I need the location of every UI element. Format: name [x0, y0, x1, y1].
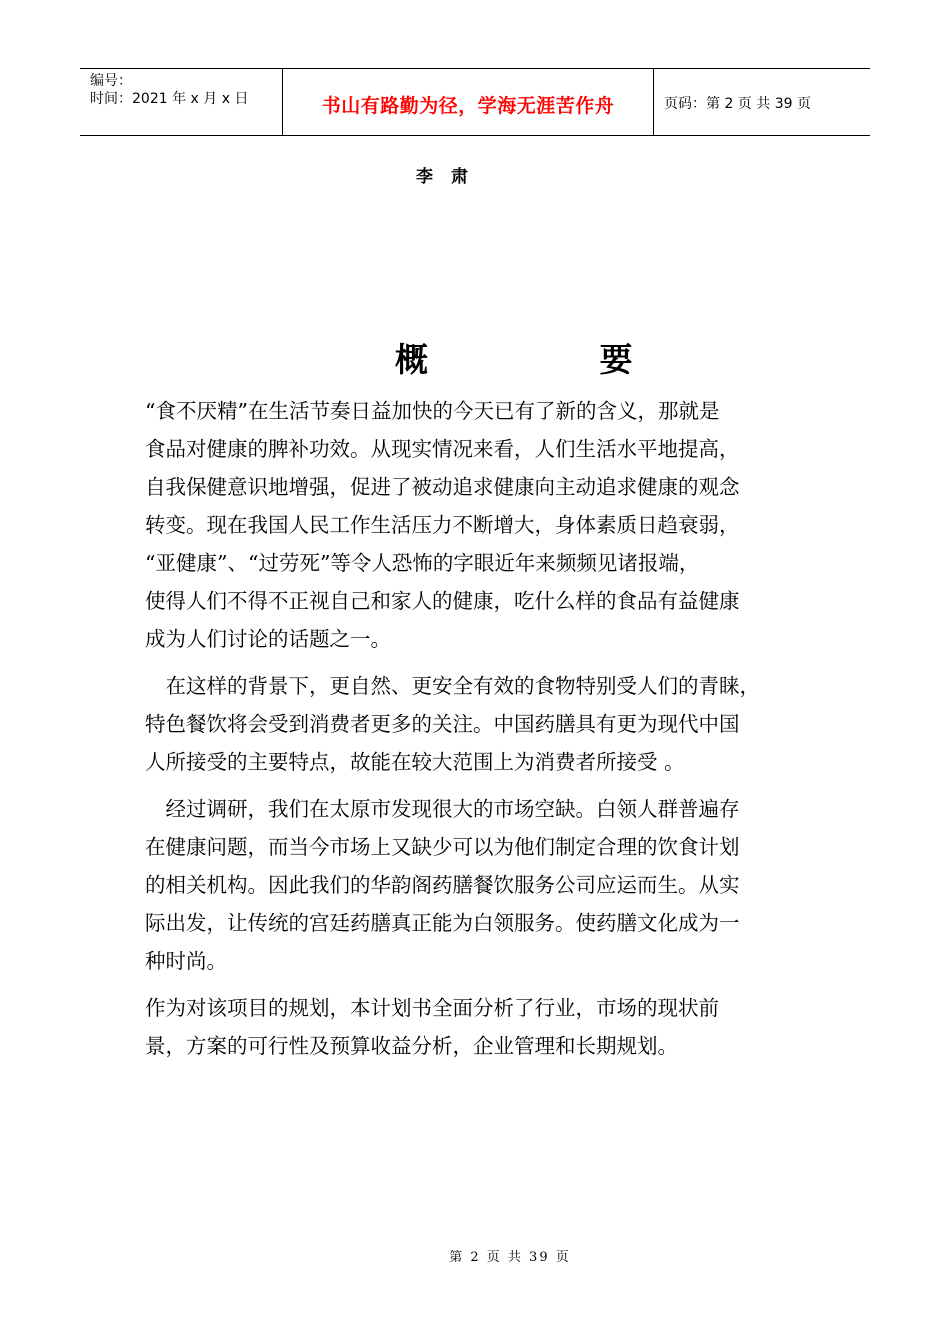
text-line: 在这样的背景下，更自然、更安全有效的食物特别受人们的青睐，	[145, 674, 760, 698]
text-line: 人所接受的主要特点，故能在较大范围上为消费者所接受 。	[145, 750, 685, 774]
page-header	[80, 68, 870, 136]
header-meta	[80, 69, 282, 135]
text-line: 自我保健意识地增强，促进了被动追求健康向主动追求健康的观念	[145, 475, 740, 499]
text-line: “食不厌精”在生活节奏日益加快的今天已有了新的含义，那就是	[145, 399, 720, 423]
paragraph	[145, 392, 810, 658]
text-line: 特色餐饮将会受到消费者更多的关注。中国药膳具有更为现代中国	[145, 712, 740, 736]
document-number-label: 编号：	[90, 73, 132, 89]
text-line: 转变。现在我国人民工作生活压力不断增大，身体素质日趋衰弱，	[145, 513, 740, 537]
paragraph	[145, 790, 810, 980]
text-line: 作为对该项目的规划，本计划书全面分析了行业，市场的现状前	[145, 996, 719, 1020]
text-line: “亚健康”、“过劳死”等令人恐怖的字眼近年来频频见诸报端，	[145, 551, 700, 575]
page-footer: 第 2 页 共 39 页	[449, 1250, 571, 1265]
text-line: 经过调研，我们在太原市发现很大的市场空缺。白领人群普遍存	[145, 797, 740, 821]
paragraph	[145, 667, 810, 781]
document-time-label: 时间：2021 年 x 月 x 日	[90, 91, 249, 107]
text-line: 成为人们讨论的话题之一。	[145, 627, 391, 651]
paragraph	[145, 989, 810, 1065]
header-motto-cell	[282, 69, 654, 135]
text-line: 的相关机构。因此我们的华韵阁药膳餐饮服务公司应运而生。从实	[145, 873, 740, 897]
document-body	[145, 392, 810, 1065]
header-page-info: 页码：第 2 页 共 39 页	[664, 96, 811, 112]
text-line: 食品对健康的脾补功效。从现实情况来看，人们生活水平地提高，	[145, 437, 740, 461]
header-motto: 书山有路勤为径，学海无涯苦作舟	[321, 94, 615, 117]
text-line: 景，方案的可行性及预算收益分析，企业管理和长期规划。	[145, 1034, 678, 1058]
author-name: 李 肃	[416, 167, 474, 187]
text-line: 际出发，让传统的宫廷药膳真正能为白领服务。使药膳文化成为一	[145, 911, 740, 935]
text-line: 种时尚。	[145, 949, 227, 973]
section-title: 概 要	[395, 340, 713, 379]
text-line: 在健康问题，而当今市场上又缺少可以为他们制定合理的饮食计划	[145, 835, 740, 859]
text-line: 使得人们不得不正视自己和家人的健康，吃什么样的食品有益健康	[145, 589, 740, 613]
